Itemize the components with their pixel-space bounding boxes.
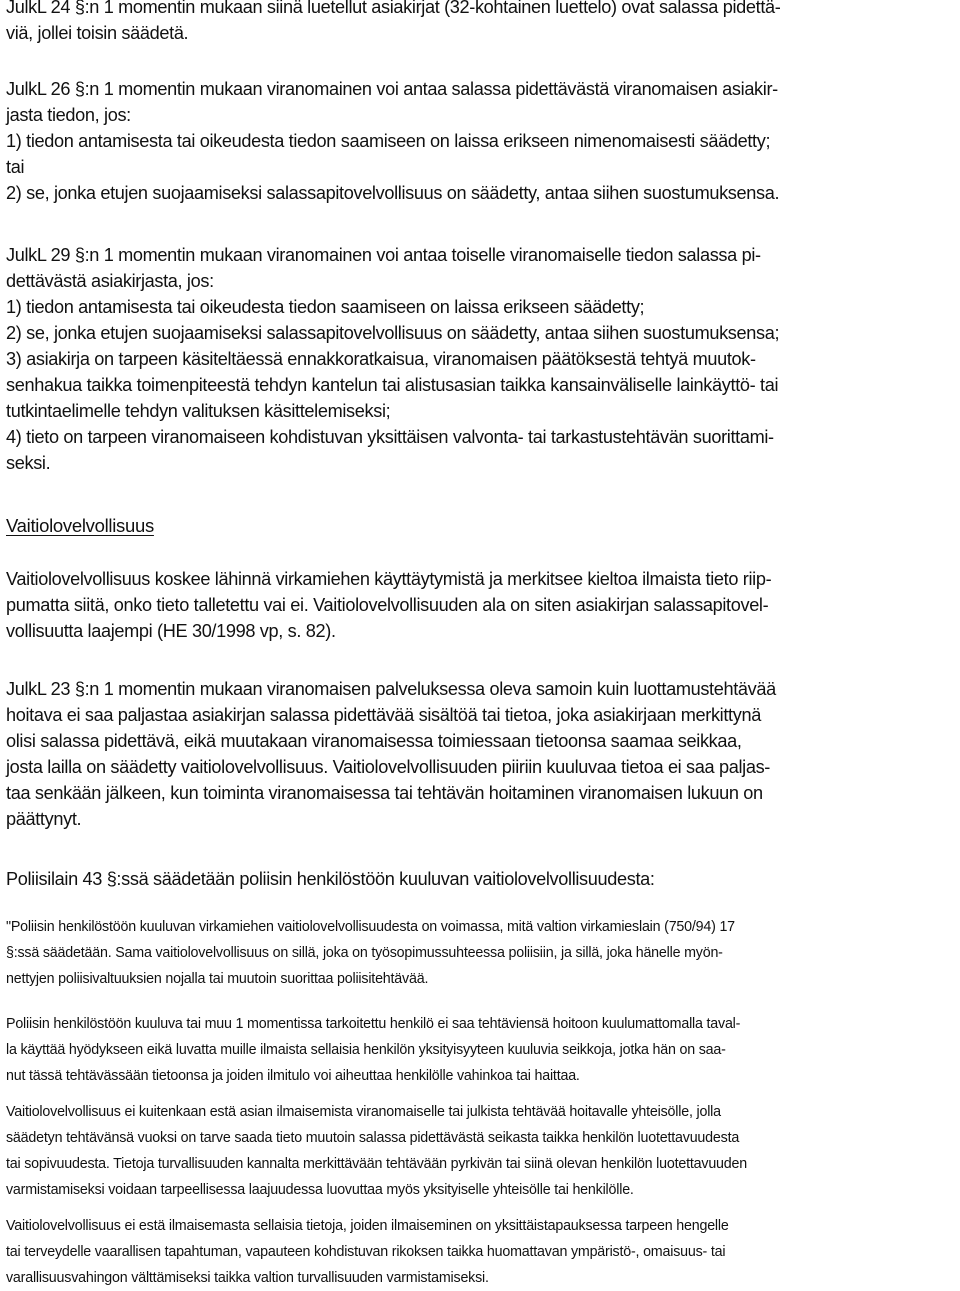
text-line: la käyttää hyödykseen eikä luvatta muille ilmaista sellaisia henkilön yksityisyyteen kuuluvia seikkoja, jotka hän on saa- [6, 1042, 726, 1058]
quote-paragraph-2 [6, 1011, 958, 1089]
quote-paragraph-4 [6, 1213, 958, 1291]
text-line: 2) se, jonka etujen suojaamiseksi salassapitovelvollisuus on säädetty, antaa siihen suostumuksensa; [6, 323, 780, 343]
text-line: säädetyn tehtävänsä vuoksi on tarve saada tieto muutoin salassa pidettävästä seikasta taikka henkilön luotettavuudesta [6, 1130, 740, 1146]
text-line: tutkintaelimelle tehdyn valituksen käsittelemiseksi; [6, 401, 391, 421]
text-line: JulkL 26 §:n 1 momentin mukaan viranomainen voi antaa salassa pidettävästä viranomaisen asiakir- [6, 79, 778, 99]
text-line: olisi salassa pidettävä, eikä muutakaan viranomaisessa toimiessaan tietoonsa saamaa seikkaa, [6, 731, 742, 751]
paragraph-julkl-29 [6, 242, 958, 476]
text-line: 1) tiedon antamisesta tai oikeudesta tiedon saamiseen on laissa erikseen nimenomaisesti säädetty; [6, 131, 771, 151]
text-line: 3) asiakirja on tarpeen käsiteltäessä ennakkoratkaisua, viranomaisen päätöksestä tehtyä muutok- [6, 349, 756, 369]
text-line: senhakua taikka toimenpiteestä tehdyn kantelun tai alistusasian taikka kansainväliselle lainkäyttö- tai [6, 375, 779, 395]
quote-paragraph-1 [6, 914, 958, 992]
text-line: pumatta siitä, onko tieto talletettu vai ei. Vaitiolovelvollisuuden ala on siten asiakirjan salassapitovel- [6, 595, 769, 615]
text-line: JulkL 23 §:n 1 momentin mukaan viranomaisen palveluksessa oleva samoin kuin luottamustehtävää [6, 679, 776, 699]
paragraph-poliisilaki-43 [6, 866, 958, 892]
text-line: seksi. [6, 453, 51, 473]
text-line: Vaitiolovelvollisuus ei kuitenkaan estä asian ilmaisemista viranomaiselle tai julkista tehtävää hoitavalle yhteisölle, jolla [6, 1104, 721, 1120]
text-line: hoitava ei saa paljastaa asiakirjan salassa pidettävää sisältöä tai tietoa, joka asiakirjaan merkittynä [6, 705, 761, 725]
text-line: taa senkään jälkeen, kun toiminta viranomaisessa tai tehtävän hoitaminen viranomaisen lukuun on [6, 783, 763, 803]
text-line: §:ssä säädetään. Sama vaitiolovelvollisuus on sillä, joka on työsopimussuhteessa poliisiin, ja sillä, joka hänelle myön- [6, 945, 723, 961]
text-line: nut tässä tehtävässään tietoonsa ja joiden ilmitulo voi aiheuttaa henkilölle vahinkoa tai haittaa. [6, 1068, 580, 1084]
text-line: varmistamiseksi voidaan tarpeellisessa laajuudessa luovuttaa myös yksityiselle yhteisölle tai henkilölle. [6, 1182, 634, 1198]
text-line: Poliisin henkilöstöön kuuluva tai muu 1 momentissa tarkoitettu henkilö ei saa tehtäviensä hoitoon kuulumattomalla taval- [6, 1016, 741, 1032]
paragraph-julkl-24 [6, 0, 958, 46]
text-line: päättynyt. [6, 809, 82, 829]
quote-paragraph-3 [6, 1099, 958, 1203]
text-line: tai [6, 157, 25, 177]
text-line: Vaitiolovelvollisuus koskee lähinnä virkamiehen käyttäytymistä ja merkitsee kieltoa ilmaista tieto riip- [6, 569, 772, 589]
text-line: JulkL 24 §:n 1 momentin mukaan siinä luetellut asiakirjat (32-kohtainen luettelo) ovat salassa pidettä- [6, 0, 781, 17]
text-line: varallisuusvahingon välttämiseksi taikka valtion turvallisuuden varmistamiseksi. [6, 1270, 489, 1286]
text-line: JulkL 29 §:n 1 momentin mukaan viranomainen voi antaa toiselle viranomaiselle tiedon salassa pi- [6, 245, 761, 265]
text-line: Poliisilain 43 §:ssä säädetään poliisin henkilöstöön kuuluvan vaitiolovelvollisuudesta: [6, 869, 655, 889]
text-line: josta laillа on säädetty vaitiolovelvollisuus. Vaitiolovelvollisuuden piiriin kuuluvaa tietoa ei saa paljas- [6, 757, 771, 777]
paragraph-vaitiolovelvollisuus [6, 566, 958, 644]
text-line: dettävästä asiakirjasta, jos: [6, 271, 214, 291]
text-line: nettyjen poliisivaltuuksien nojalla tai muutoin suorittaa poliisitehtävää. [6, 971, 429, 987]
text-line: 4) tieto on tarpeen viranomaiseen kohdistuvan yksittäisen valvonta- tai tarkastustehtävän suorittami- [6, 427, 774, 447]
text-line: tai terveydelle vaarallisen tapahtuman, vapauteen kohdistuvan rikoksen taikka huomattavan ympäristö-, omaisuus- tai [6, 1244, 726, 1260]
text-line: vollisuutta laajempi (HE 30/1998 vp, s. 82). [6, 621, 336, 641]
text-line: 1) tiedon antamisesta tai oikeudesta tiedon saamiseen on laissa erikseen säädetty; [6, 297, 645, 317]
paragraph-julkl-23 [6, 676, 958, 832]
text-line: tai sopivuudesta. Tietoja turvallisuuden kannalta merkittävään tehtävään pyrkivän tai siinä olevan henkilön luotettavuuden [6, 1156, 748, 1172]
section-heading: Vaitiolovelvollisuus [6, 515, 154, 536]
text-line: viä, jollei toisin säädetä. [6, 23, 189, 43]
paragraph-julkl-26 [6, 76, 958, 206]
text-line: jasta tiedon, jos: [6, 105, 131, 125]
text-line: "Poliisin henkilöstöön kuuluvan virkamiehen vaitiolovelvollisuudesta on voimassa, mitä valtion virkamieslain (750/94) 17 [6, 919, 735, 935]
text-line: Vaitiolovelvollisuus ei estä ilmaisemasta sellaisia tietoja, joiden ilmaiseminen on yksittäistapauksessa tarpeen hengelle [6, 1218, 729, 1234]
text-line: 2) se, jonka etujen suojaamiseksi salassapitovelvollisuus on säädetty, antaa siihen suostumuksensa. [6, 183, 780, 203]
